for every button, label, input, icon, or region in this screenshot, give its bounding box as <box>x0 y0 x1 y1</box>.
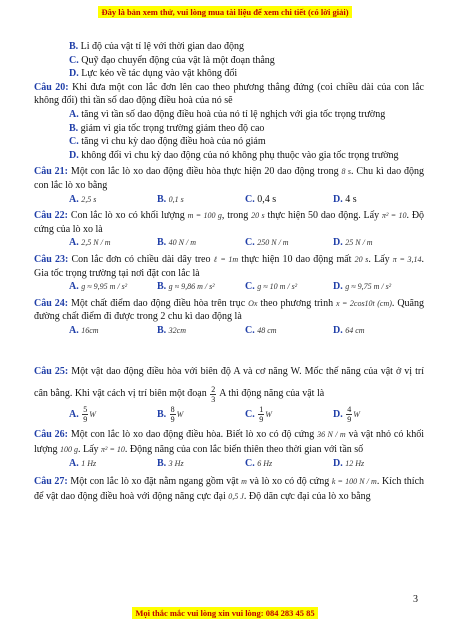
question-number: Câu 20: <box>34 81 69 93</box>
question-number: Câu 24: <box>34 297 69 309</box>
page-number: 3 <box>413 594 418 605</box>
option-letter: C. <box>69 54 79 66</box>
answer-value: 2,5 s <box>81 194 97 204</box>
math-expr: π² = 10 <box>101 445 125 455</box>
option-letter: A. <box>69 409 79 421</box>
fraction <box>258 405 264 424</box>
question-text: . Lấy <box>368 253 390 265</box>
q20-option-c <box>34 135 424 149</box>
q25-answers <box>34 405 424 424</box>
option-letter: A. <box>69 237 79 249</box>
question-26 <box>34 427 424 457</box>
q24-answers <box>34 324 424 338</box>
option-letter: A. <box>69 324 79 336</box>
answer-unit: W <box>353 410 360 420</box>
answer-unit: W <box>176 410 184 420</box>
option-letter: C. <box>245 281 255 293</box>
option-letter: B. <box>157 458 167 470</box>
option-letter: D. <box>333 193 343 205</box>
answer-value: g ≈ 10 m / s² <box>257 282 298 292</box>
math-expr: π = 3,14 <box>392 254 422 264</box>
fraction <box>210 385 216 404</box>
answer-value: g ≈ 9,75 m / s² <box>345 282 392 292</box>
answer-value: 16cm <box>81 325 99 335</box>
answer-value: 1 Hz <box>81 459 97 469</box>
answer-value: 250 N / m <box>257 238 289 248</box>
option-letter: B. <box>69 41 79 52</box>
math-expr: m = 100 g <box>187 211 222 221</box>
math-expr: 20 s <box>251 211 265 221</box>
math-expr: x = 2cos10t (cm) <box>336 298 392 308</box>
footer-banner <box>0 603 450 621</box>
document-body <box>34 40 424 504</box>
answer-value: 3 Hz <box>168 459 184 469</box>
answer-b <box>157 457 245 471</box>
option-text: giảm vì gia tốc trọng trường giảm theo độ cao <box>80 122 265 134</box>
q19-option-b <box>34 40 424 54</box>
option-letter: D. <box>333 237 343 249</box>
fraction-denominator: 3 <box>211 394 216 404</box>
question-text: Một con lắc lò xo đặt nằm ngang gồm vật <box>70 476 239 488</box>
answer-value: 64 cm <box>345 325 365 335</box>
answer-d <box>333 236 421 250</box>
math-expr: k = 100 N / m <box>331 477 377 487</box>
option-letter: B. <box>157 237 167 249</box>
option-letter: A. <box>69 193 79 205</box>
question-text: Một con lắc lò xo dao động điều hòa. Biết lò xo có độ cứng <box>70 429 315 441</box>
fraction <box>346 405 352 424</box>
answer-unit: W <box>89 410 96 420</box>
answer-value: 12 Hz <box>345 459 365 469</box>
answer-b <box>157 324 245 338</box>
question-number: Câu 27: <box>34 476 68 488</box>
answer-value: g ≈ 9,95 m / s² <box>81 282 128 292</box>
option-letter: B. <box>157 281 167 293</box>
question-24 <box>34 297 424 324</box>
question-text: . Kích thích để vật dao động điều hoà với động năng cực đại <box>34 476 425 503</box>
option-text: tăng vì tần số dao động điều hoà của nó tỉ lệ nghịch với gia tốc trọng trường <box>81 108 386 120</box>
answer-d <box>333 324 421 338</box>
question-25 <box>34 361 424 405</box>
answer-unit: W <box>265 410 272 420</box>
answer-value: 48 cm <box>257 325 277 335</box>
option-letter: D. <box>333 324 343 336</box>
fraction-numerator: 2 <box>211 384 216 394</box>
question-text: Khi đưa một con lắc đơn lên cao theo phương thẳng đứng (coi chiều dài của con lắc không đổi) thì tần số dao động điều hoà của nó sẽ <box>34 81 425 107</box>
answer-value: 40 N / m <box>168 238 197 248</box>
fraction <box>82 405 88 424</box>
math-expr: m <box>241 477 247 487</box>
answer-b <box>157 236 245 250</box>
option-letter: B. <box>157 324 167 336</box>
question-number: Câu 26: <box>34 429 69 441</box>
question-text: . Quãng đường chất điểm đi được trong 2 chu kì dao động là <box>34 297 425 323</box>
option-letter: A. <box>69 281 79 293</box>
answer-c <box>245 405 333 424</box>
question-text: , trong <box>221 210 249 222</box>
question-text: Một vật dao động điều hòa với biên độ A và cơ năng W. Mốc thế năng của vật ở vị trí cân bằng. Khi vật cách vị trí biên một đoạn <box>34 366 425 400</box>
q23-answers <box>34 280 424 294</box>
fraction-denominator: 9 <box>347 415 352 425</box>
q26-answers <box>34 457 424 471</box>
q22-answers <box>34 236 424 250</box>
question-number: Câu 22: <box>34 210 68 222</box>
question-text: theo phương trình <box>260 297 334 309</box>
fraction-numerator: 1 <box>259 405 264 415</box>
answer-a <box>69 324 157 338</box>
option-text: Li độ của vật tỉ lệ với thời gian dao động <box>80 41 244 52</box>
q21-answers <box>34 193 424 207</box>
question-21 <box>34 165 424 192</box>
question-20 <box>34 81 424 108</box>
math-expr: Ox <box>248 298 258 308</box>
math-expr: 36 N / m <box>317 430 346 440</box>
option-letter: C. <box>69 136 79 148</box>
question-27 <box>34 474 424 504</box>
answer-a <box>69 236 157 250</box>
answer-b <box>157 280 245 294</box>
answer-d <box>333 193 421 207</box>
question-text: . Độ cứng của lò xo là <box>34 210 425 235</box>
question-number: Câu 21: <box>34 166 69 178</box>
question-text: Con lắc lò xo có khối lượng <box>70 210 185 222</box>
fraction-numerator: 4 <box>347 405 352 415</box>
answer-value: 32cm <box>168 325 186 335</box>
question-text: . Lấy <box>78 444 99 456</box>
option-text: Lực kéo về tác dụng vào vật không đổi <box>81 68 238 80</box>
option-letter: B. <box>157 409 167 421</box>
option-text: Quỹ đạo chuyển động của vật là một đoạn thẳng <box>81 54 275 66</box>
question-text: Một con lắc lò xo dao động điều hòa thực hiện 20 dao động trong <box>70 166 339 178</box>
answer-value: g ≈ 9,86 m / s² <box>168 282 215 292</box>
question-text: thực hiện 50 dao động. Lấy <box>267 210 380 222</box>
option-letter: C. <box>245 409 255 421</box>
question-text: . Chu kì dao động con lắc lò xo bằng <box>34 166 424 191</box>
question-number: Câu 23: <box>34 253 69 265</box>
option-letter: D. <box>333 409 343 421</box>
option-letter: A. <box>69 108 79 120</box>
header-banner-text: Đây là bản xem thử, vui lòng mua tài liệu để xem chi tiết (có lời giải) <box>98 6 351 18</box>
question-text: và vật nhỏ có khối lượng <box>34 429 424 456</box>
option-letter: D. <box>333 281 343 293</box>
question-text: . Độ dãn cực đại của lò xo bằng <box>243 491 371 503</box>
fraction-denominator: 9 <box>83 415 88 425</box>
answer-c <box>245 193 333 207</box>
question-text: và lò xo có độ cứng <box>249 476 330 488</box>
answer-value: 0,4 s <box>257 193 277 205</box>
option-letter: D. <box>69 149 79 161</box>
q19-option-d <box>34 67 424 81</box>
answer-d <box>333 280 421 294</box>
answer-d <box>333 457 421 471</box>
question-23 <box>34 253 424 280</box>
option-letter: C. <box>245 324 255 336</box>
option-letter: D. <box>333 458 343 470</box>
question-text: Một chất điểm dao động điều hòa trên trục <box>71 297 246 309</box>
option-letter: D. <box>69 68 79 80</box>
option-letter: C. <box>245 193 255 205</box>
option-letter: C. <box>245 237 255 249</box>
answer-a <box>69 280 157 294</box>
option-letter: C. <box>245 458 255 470</box>
option-letter: B. <box>157 193 167 205</box>
question-text: thực hiện 10 dao động mất <box>241 253 352 265</box>
answer-c <box>245 280 333 294</box>
math-expr: 0,5 J <box>228 492 244 502</box>
q20-option-a <box>34 108 424 122</box>
answer-value: 0,1 s <box>168 194 184 204</box>
math-expr: π² = 10 <box>381 211 407 221</box>
answer-value: 25 N / m <box>345 238 373 248</box>
math-expr: 20 s <box>354 254 369 264</box>
question-text: . Động năng của con lắc biến thiên theo thời gian với tần số <box>124 444 364 456</box>
answer-b <box>157 193 245 207</box>
fraction-denominator: 9 <box>170 415 175 425</box>
question-text: Con lắc đơn có chiều dài dây treo <box>71 253 211 265</box>
q20-option-b <box>34 122 424 136</box>
option-letter: B. <box>69 122 79 134</box>
q20-option-d <box>34 149 424 163</box>
answer-a <box>69 193 157 207</box>
math-expr: ℓ = 1m <box>213 254 239 264</box>
answer-value: 6 Hz <box>257 459 273 469</box>
q19-option-c <box>34 54 424 68</box>
answer-value: 4 s <box>345 193 357 205</box>
option-text: không đổi vì chu kỳ dao động của nó không phụ thuộc vào gia tốc trọng trường <box>81 149 399 161</box>
question-number: Câu 25: <box>34 366 69 378</box>
fraction-numerator: 5 <box>83 405 88 415</box>
option-text: tăng vì chu kỳ dao động điều hoà của nó giảm <box>81 136 266 148</box>
fraction-numerator: 8 <box>170 405 175 415</box>
question-text: . Gia tốc trọng trường tại nơi đặt con lắc là <box>34 253 425 279</box>
fraction-denominator: 9 <box>259 415 264 425</box>
answer-c <box>245 457 333 471</box>
math-expr: 100 g <box>60 445 78 455</box>
question-22 <box>34 209 424 236</box>
answer-a <box>69 405 157 424</box>
answer-a <box>69 457 157 471</box>
footer-banner-text: Mọi thắc mắc vui lòng xin vui lòng: 084 283 45 85 <box>132 607 317 619</box>
fraction <box>170 405 176 424</box>
option-letter: A. <box>69 458 79 470</box>
header-banner <box>0 0 450 24</box>
math-expr: 8 s <box>341 167 351 177</box>
answer-c <box>245 236 333 250</box>
question-text: A thì động năng của vật là <box>219 388 325 400</box>
answer-value: 2,5 N / m <box>81 238 111 248</box>
answer-c <box>245 324 333 338</box>
answer-d <box>333 405 421 424</box>
answer-b <box>157 405 245 424</box>
